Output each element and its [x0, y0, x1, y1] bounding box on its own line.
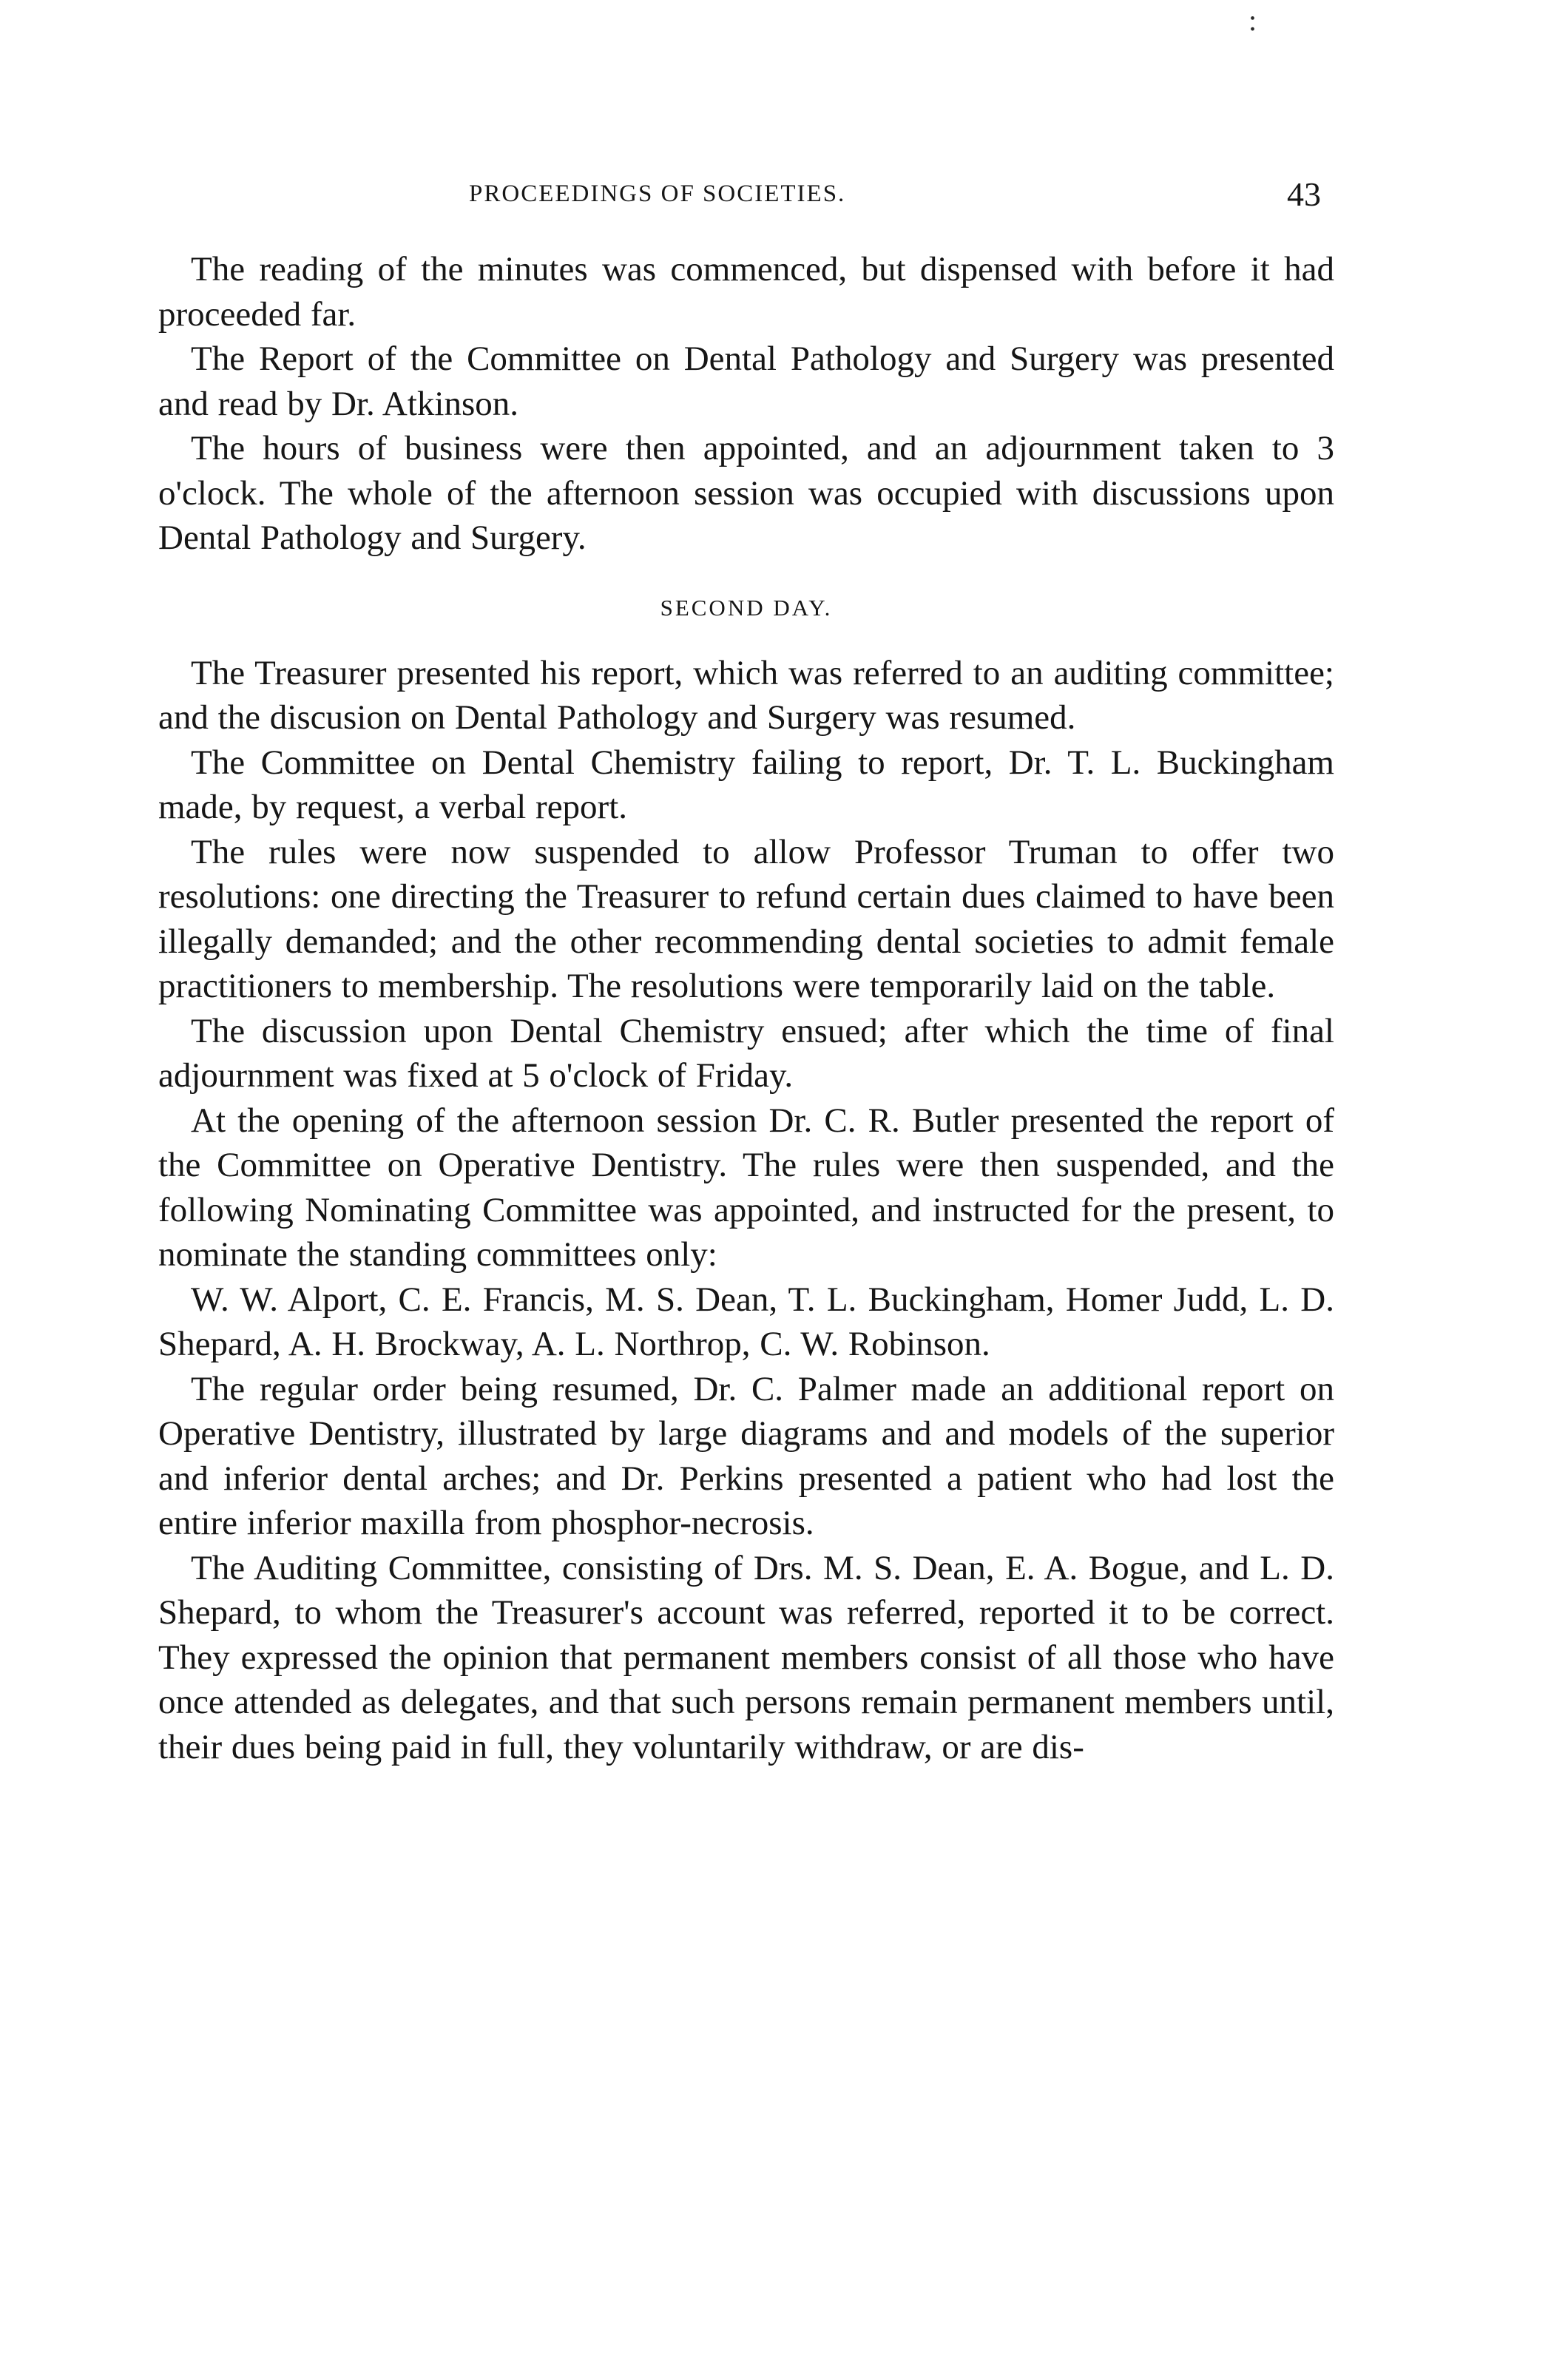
paragraph-auditing-committee: The Auditing Committee, consisting of Drs. M. S. Dean, E. A. Bogue, and L. D. Shepard, to whom the Treasurer's account was referred, reported it to be correct. They expressed the opinion that permanent members consist of all those who have once attended as delegates, and that such persons remain permanent members until, their dues being paid in full, they voluntarily withdraw, or are dis-	[158, 1548, 1334, 1766]
corner-mark: :	[1248, 4, 1257, 37]
running-title: PROCEEDINGS OF SOCIETIES.	[469, 180, 846, 207]
paragraph-treasurer-report: The Treasurer presented his report, which was referred to an auditing committee; and the discusion on Dental Pathology and Surgery was resumed.	[158, 653, 1334, 737]
paragraph-dental-chemistry: The Committee on Dental Chemistry failing to report, Dr. T. L. Buckingham made, by request, a verbal report.	[158, 743, 1334, 826]
section-heading-second-day: SECOND DAY.	[660, 594, 833, 621]
running-head	[158, 175, 1334, 219]
paragraph-hours-of-business: The hours of business were then appointed, and an adjournment taken to 3 o'clock. The whole of the afternoon session was occupied with discussions upon Dental Pathology and Surgery.	[158, 429, 1334, 557]
paragraph-afternoon-session: At the opening of the afternoon session Dr. C. R. Butler presented the report of the Committee on Operative Dentistry. The rules were then suspended, and the following Nominating Committee was appointed, and instructed for the present, to nominate the standing committees only:	[158, 1101, 1334, 1274]
paragraph-committee-members: W. W. Alport, C. E. Francis, M. S. Dean, T. L. Buckingham, Homer Judd, L. D. Shepard, A. H. Brockway, A. L. Northrop, C. W. Robinson.	[158, 1280, 1334, 1363]
page-number: 43	[1287, 175, 1321, 213]
paragraph-operative-dentistry: The regular order being resumed, Dr. C. Palmer made an additional report on Operative Dentistry, illustrated by large diagrams and and models of the superior and inferior dental arches; and Dr. Perkins presented a patient who had lost the entire inferior maxilla from phosphor-necrosis.	[158, 1369, 1334, 1542]
paragraph-chemistry-discussion: The discussion upon Dental Chemistry ensued; after which the time of final adjournment was fixed at 5 o'clock of Friday.	[158, 1011, 1334, 1095]
page-body	[158, 247, 1334, 1769]
paragraph-minutes: The reading of the minutes was commenced, but dispensed with before it had proceeded far.	[158, 250, 1334, 334]
paragraph-resolutions: The rules were now suspended to allow Professor Truman to offer two resolutions: one directing the Treasurer to refund certain dues claimed to have been illegally demanded; and the other recommending dental societies to admit female practitioners to membership. The resolutions were temporarily laid on the table.	[158, 832, 1334, 1005]
paragraph-pathology-report: The Report of the Committee on Dental Pathology and Surgery was presented and read by Dr. Atkinson.	[158, 340, 1334, 423]
